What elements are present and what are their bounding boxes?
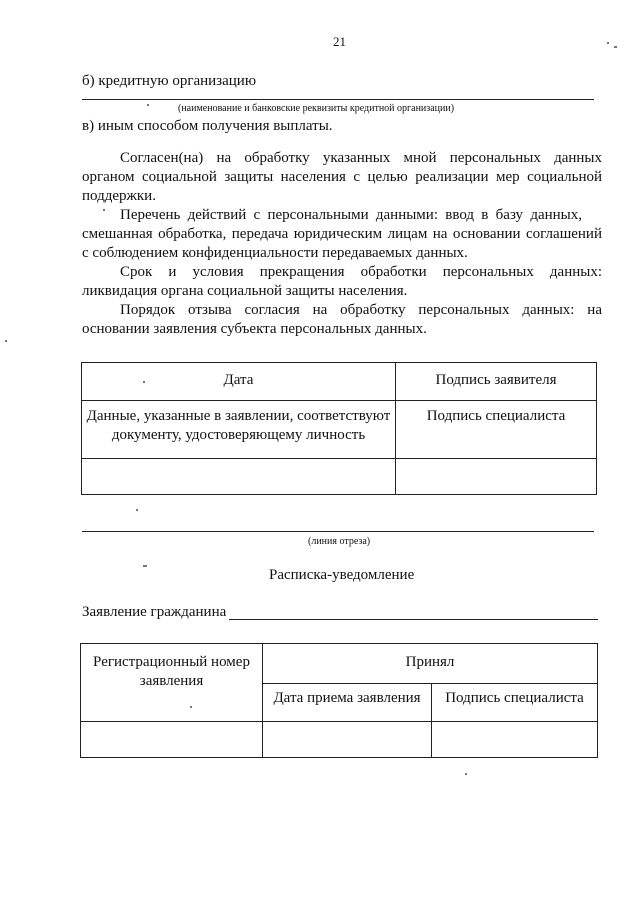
scan-speck bbox=[190, 706, 192, 708]
empty-date-cell-2 bbox=[263, 722, 432, 758]
scan-speck bbox=[614, 46, 617, 48]
citizen-statement-line bbox=[229, 619, 598, 620]
consent-line-3: поддержки. bbox=[82, 188, 156, 204]
empty-signature-cell bbox=[396, 459, 597, 495]
reg-number-line-2: заявления bbox=[139, 673, 204, 689]
scan-speck bbox=[136, 509, 138, 511]
page-number: 21 bbox=[333, 34, 346, 49]
empty-date-cell bbox=[82, 459, 396, 495]
empty-reg-cell bbox=[81, 722, 263, 758]
option-other-method: в) иным способом получения выплаты. bbox=[82, 118, 333, 134]
receipt-date-cell bbox=[263, 684, 432, 722]
accepted-header: Принял bbox=[405, 654, 455, 670]
termination-line-2: ликвидация органа социальной защиты населения. bbox=[82, 283, 408, 299]
scan-speck bbox=[143, 565, 147, 567]
specialist-signature-cell-2 bbox=[432, 684, 598, 722]
termination-line-1: Срок и условия прекращения обработки персональных данных: bbox=[120, 264, 602, 280]
actions-line-3: с соблюдением конфиденциальности передаваемых данных. bbox=[82, 245, 468, 261]
consent-line-2: органом социальной защиты населения с целью реализации мер социальной bbox=[82, 169, 602, 185]
reg-number-line-1: Регистрационный номер bbox=[93, 654, 250, 670]
actions-line-2: смешанная обработка, передача юридическим лицам на основании соглашений bbox=[82, 226, 602, 242]
scan-speck bbox=[147, 104, 149, 106]
cut-line bbox=[82, 531, 594, 532]
reg-number-cell bbox=[81, 644, 263, 722]
specialist-signature-cell bbox=[396, 401, 597, 459]
scan-speck bbox=[465, 773, 467, 775]
scan-speck bbox=[5, 340, 7, 342]
empty-signature-cell-2 bbox=[432, 722, 598, 758]
cut-line-caption: (линия отреза) bbox=[308, 536, 371, 547]
bank-details-caption: (наименование и банковские реквизиты кредитной организации) bbox=[178, 103, 455, 114]
applicant-signature-cell bbox=[396, 363, 597, 401]
bank-details-line bbox=[82, 99, 594, 100]
option-credit-organization: б) кредитную организацию bbox=[82, 73, 257, 89]
scan-speck bbox=[607, 42, 609, 44]
applicant-signature-header: Подпись заявителя bbox=[435, 372, 557, 388]
revocation-line-1: Порядок отзыва согласия на обработку персональных данных: на bbox=[120, 302, 602, 318]
data-match-line-1: Данные, указанные в заявлении, соответствуют bbox=[86, 408, 391, 424]
date-header: Дата bbox=[223, 372, 254, 388]
scan-speck bbox=[103, 209, 105, 211]
consent-line-1: Согласен(на) на обработку указанных мной персональных данных bbox=[120, 150, 602, 166]
actions-line-1: Перечень действий с персональными данными: ввод в базу данных, bbox=[120, 207, 582, 223]
receipt-table bbox=[80, 643, 598, 758]
scan-speck bbox=[143, 381, 145, 383]
receipt-date-header: Дата приема заявления bbox=[273, 690, 421, 706]
revocation-line-2: основании заявления субъекта персональных данных. bbox=[82, 321, 427, 337]
specialist-signature-header-2: Подпись специалиста bbox=[445, 690, 584, 706]
data-match-line-2: документу, удостоверяющему личность bbox=[111, 427, 366, 443]
data-match-cell bbox=[82, 401, 396, 459]
specialist-signature-header: Подпись специалиста bbox=[426, 408, 566, 424]
citizen-statement-label: Заявление гражданина bbox=[82, 604, 227, 620]
date-header-cell bbox=[82, 363, 396, 401]
accepted-cell bbox=[263, 644, 598, 684]
signature-table bbox=[81, 362, 597, 495]
receipt-title: Расписка-уведомление bbox=[269, 567, 415, 583]
